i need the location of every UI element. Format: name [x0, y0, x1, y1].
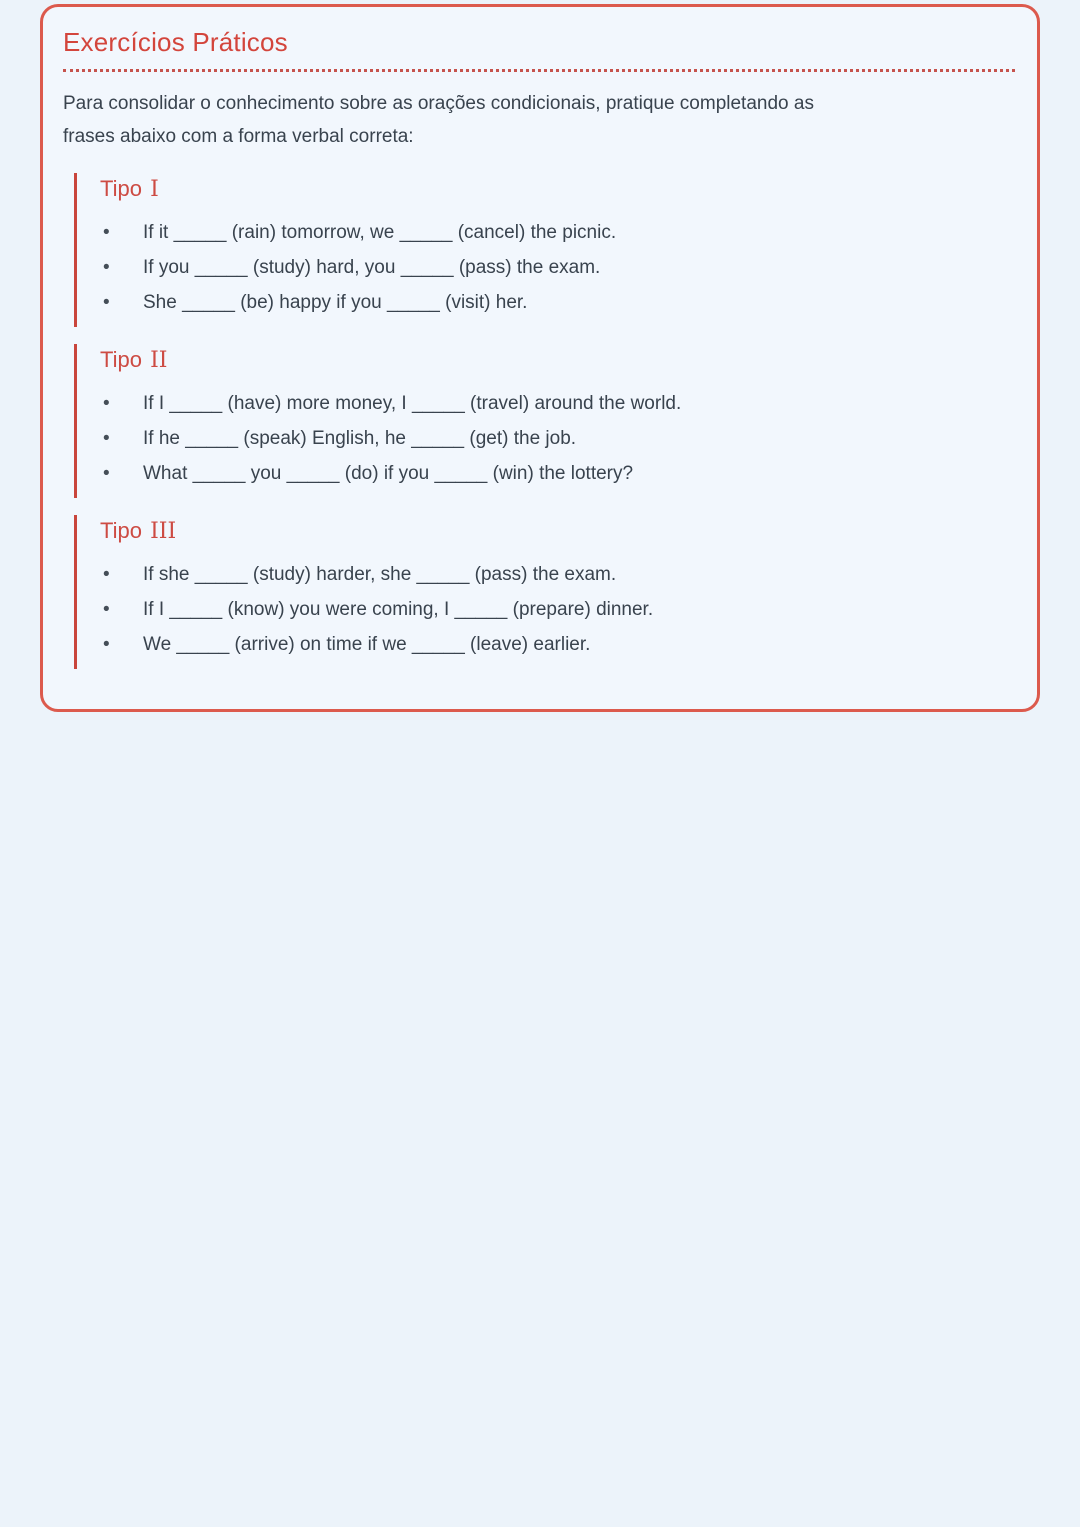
exercise-list-tipo-1 [100, 215, 1015, 320]
heading-word: Tipo [100, 518, 142, 543]
heading-word: Tipo [100, 347, 142, 372]
card-title: Exercícios Práticos [63, 25, 1015, 72]
exercise-item: • If he _____ (speak) English, he _____ (get) the job. [100, 421, 1015, 456]
exercise-item: • She _____ (be) happy if you _____ (visit) her. [100, 285, 1015, 320]
intro-line-1: Para consolidar o conhecimento sobre as orações condicionais, pratique completando as [63, 93, 814, 114]
heading-numeral: I [150, 177, 159, 202]
exercise-item: • If she _____ (study) harder, she _____ (pass) the exam. [100, 557, 1015, 592]
exercise-item: • If it _____ (rain) tomorrow, we _____ (cancel) the picnic. [100, 215, 1015, 250]
exercise-list-tipo-3 [100, 557, 1015, 662]
intro-text [63, 87, 1015, 153]
exercise-item: • If I _____ (know) you were coming, I _____ (prepare) dinner. [100, 592, 1015, 627]
exercise-list-tipo-2 [100, 386, 1015, 491]
exercise-item: • We _____ (arrive) on time if we _____ (leave) earlier. [100, 627, 1015, 662]
section-tipo-1-heading [100, 176, 1015, 202]
section-tipo-2-heading [100, 347, 1015, 373]
exercise-item: • If you _____ (study) hard, you _____ (pass) the exam. [100, 250, 1015, 285]
section-tipo-3 [74, 515, 1015, 669]
exercise-item: • If I _____ (have) more money, I _____ (travel) around the world. [100, 386, 1015, 421]
heading-numeral: II [150, 348, 168, 373]
section-tipo-2 [74, 344, 1015, 498]
section-tipo-3-heading [100, 518, 1015, 544]
heading-word: Tipo [100, 176, 142, 201]
exercise-item: • What _____ you _____ (do) if you _____ (win) the lottery? [100, 456, 1015, 491]
heading-numeral: III [150, 519, 177, 544]
section-tipo-1 [74, 173, 1015, 327]
exercise-card [40, 4, 1040, 712]
page [0, 4, 1080, 1527]
intro-line-2: frases abaixo com a forma verbal correta: [63, 126, 414, 147]
